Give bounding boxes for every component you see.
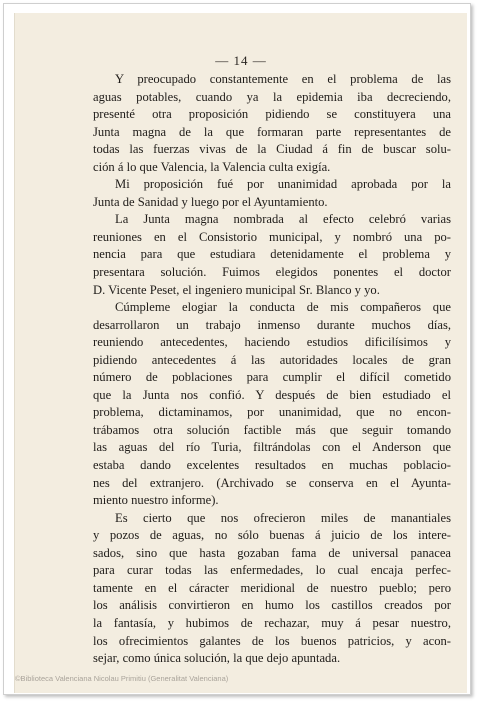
text-line: los análisis convirtieron en humo los castillos creados por: [93, 598, 451, 613]
text-line: aguas potables, cuando ya la epidemia iba decreciendo,: [93, 89, 451, 104]
text-line: la fantasía, y hubimos de rechazar, muy á pesar nuestro,: [93, 615, 451, 630]
text-line: D. Vicente Peset, el ingeniero municipal Sr. Blanco y yo.: [93, 282, 380, 297]
text-line: tamente en el cáracter meridional de nuestro pueblo; pero: [93, 580, 451, 595]
text-line: las aguas del río Turia, filtrándolas con el Anderson que: [93, 440, 451, 455]
text-line: para curar todas las enfermedades, lo cual encaja perfec-: [93, 563, 451, 578]
text-line: todas las fuerzas vivas de la Ciudad á fin de buscar solu-: [93, 142, 451, 157]
text-line: nencia para que estudiara detenidamente el problema y: [93, 247, 451, 262]
text-line: Junta magna de la que formaran parte representantes de: [93, 124, 451, 139]
text-line: pidiendo antecedentes á las autoridades locales de gran: [93, 352, 451, 367]
text-line: los ofrecimientos galantes de los buenos patricios, y acon-: [93, 633, 451, 648]
text-line: Mi proposición fué por unanimidad aprobada por la: [115, 177, 451, 192]
body-text: [93, 71, 451, 668]
text-line: presentara solución. Fuimos elegidos ponentes el doctor: [93, 265, 451, 280]
copyright-footer: ©Biblioteca Valenciana Nicolau Primitiu (Generalitat Valenciana): [15, 674, 229, 683]
text-line: La Junta magna nombrada al efecto celebró varias: [115, 212, 451, 227]
text-line: desarrollaron un trabajo inmenso durante muchos días,: [93, 317, 451, 332]
text-line: reuniones en el Consistorio municipal, y nombró una po-: [93, 229, 451, 244]
text-line: reuniendo antecedentes, haciendo estudios dificilísimos y: [93, 335, 451, 350]
text-line: Y preocupado constantemente en el problema de las: [115, 72, 451, 86]
text-line: Junta de Sanidad y luego por el Ayuntamiento.: [93, 194, 328, 209]
page-frame: [3, 3, 471, 695]
text-line: Es cierto que nos ofrecieron miles de manantiales: [115, 510, 451, 525]
text-line: y pozos de aguas, no sólo buenas á juicio de los intere-: [93, 528, 451, 543]
text-line: nes del extranjero. (Archivado se conserva en el Ayunta-: [93, 475, 451, 490]
text-line: trábamos otra solución factible más que seguir tomando: [93, 422, 451, 437]
text-line: miento nuestro informe).: [93, 493, 219, 508]
text-line: ción á lo que Valencia, la Valencia culta exigía.: [93, 159, 331, 174]
text-line: Cúmpleme elogiar la conducta de mis compañeros que: [115, 300, 451, 315]
text-line: que la Junta nos confió. Y después de bien estudiado el: [93, 387, 451, 402]
text-line: problema, dictaminamos, por unanimidad, que no encon-: [93, 405, 451, 420]
book-page: [14, 13, 467, 693]
text-line: sados, sino que hasta gozaban fama de universal panacea: [93, 545, 451, 560]
text-line: presenté otra proposición pidiendo se constituyera una: [93, 107, 451, 122]
text-line: estaba dando excelentes resultados en muchas poblacio-: [93, 458, 451, 473]
text-line: número de poblaciones para cumplir el difícil cometido: [93, 370, 451, 385]
text-line: sejar, como única solución, la que dejo apuntada.: [93, 651, 341, 666]
page-number: — 14 —: [215, 53, 267, 68]
